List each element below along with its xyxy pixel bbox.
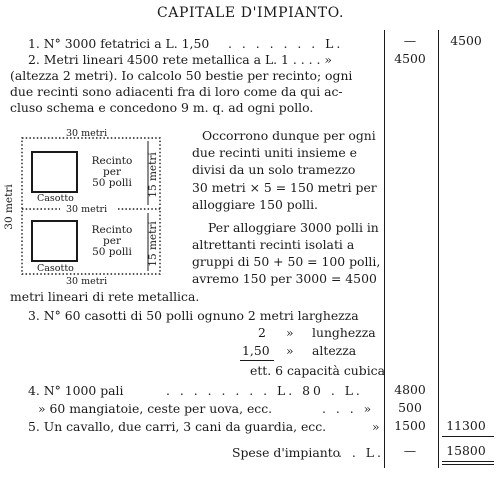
total-col1: — — [403, 443, 417, 458]
item-5-dots: » — [372, 419, 380, 434]
recinto-lower — [84, 225, 140, 258]
item-2-line-3: due recinti sono adiacenti fra di loro come da qui ac- — [10, 84, 343, 99]
item-3-line-2-value: 2 — [258, 325, 266, 340]
item-1-col1: — — [403, 33, 417, 48]
diagram-bottom-label: 30 metri — [66, 276, 108, 287]
item-2-line-2: (altezza 2 metri). Io calcolo 50 bestie per recinto; ogni — [10, 68, 353, 83]
paragraph-1-line-5: alloggiare 150 polli. — [192, 197, 318, 212]
item-2-col1: 4500 — [394, 51, 426, 66]
item-1-col2: 4500 — [450, 33, 482, 48]
recinto-lower-polli: 50 polli — [92, 246, 132, 258]
paragraph-1-line-4: 30 metri × 5 = 150 metri per — [192, 180, 377, 195]
item-2-line-4: cluso schema e concedono 9 m. q. ad ogni pollo. — [10, 100, 314, 115]
paragraph-2-line-4: avremo 150 per 3000 = 4500 — [192, 271, 377, 286]
item-3-multiplication-rule — [240, 360, 274, 361]
item-5-text: 5. Un cavallo, due carri, 3 cani da guardia, ecc. — [28, 419, 327, 434]
paragraph-2-line-1: Per alloggiare 3000 polli in — [208, 220, 379, 235]
item-4-col1: 4800 — [394, 382, 426, 397]
total-dots: . . L. — [338, 445, 384, 460]
recinto-upper-per: per — [103, 166, 121, 178]
item-3-line-4: ett. 6 capacità cubica — [250, 363, 385, 378]
page-title: CAPITALE D'IMPIANTO. — [156, 5, 345, 21]
total-rule-col2-lower-b — [442, 464, 494, 465]
item-5-col1: 1500 — [394, 418, 426, 433]
total-col2: 15800 — [446, 443, 486, 458]
item-3-line-2-label: lunghezza — [312, 325, 376, 340]
item-1-text: 1. N° 3000 fetatrici a L. 1,50 — [28, 36, 210, 51]
total-rule-col2-lower-a — [442, 461, 494, 462]
item-3-line-2-ditto: » — [286, 325, 294, 340]
diagram-right-lower-label: 15 metri — [147, 221, 159, 267]
item-1-dots: . . . . . . . L. — [228, 36, 344, 51]
column-rule-2 — [438, 30, 439, 468]
casotto-label-upper: Casotto — [37, 193, 74, 204]
item-5-col2: 11300 — [446, 418, 486, 433]
item-3-line-3-ditto: » — [286, 343, 294, 358]
item-4b-text: » 60 mangiatoie, ceste per uova, ecc. — [38, 401, 273, 416]
total-rule-col2-upper — [442, 436, 494, 437]
paragraph-1-line-2: due recinti uniti insieme e — [192, 145, 357, 160]
item-3-line-3-value: 1,50 — [242, 343, 270, 358]
paragraph-1-line-1: Occorrono dunque per ogni — [202, 128, 376, 143]
total-label: Spese d'impianto — [232, 445, 341, 460]
paragraph-1-line-3: divisi da un solo tramezzo — [192, 162, 356, 177]
item-4b-dots: . . . » — [322, 401, 375, 416]
recinto-lower-title: Recinto — [91, 224, 133, 236]
recinto-upper — [84, 156, 140, 189]
paragraph-2-line-2: altrettanti recinti isolati a — [192, 237, 355, 252]
item-3-line-3-label: altezza — [312, 343, 357, 358]
item-3-line-1: 3. N° 60 casotti di 50 polli ognuno 2 metri larghezza — [28, 308, 359, 323]
item-4-dots: . . . . . . . . L. 80 . L. — [166, 383, 363, 398]
item-2-line-1: 2. Metri lineari 4500 rete metallica a L. 1 . . . . » — [28, 52, 332, 67]
recinto-lower-per: per — [103, 235, 121, 247]
recinto-upper-polli: 50 polli — [92, 177, 132, 189]
paragraph-2-line-3: gruppi di 50 + 50 = 100 polli, — [192, 254, 381, 269]
diagram-middle-label: 30 metri — [66, 204, 108, 215]
diagram-left-label: 30 metri — [3, 184, 15, 230]
enclosure-diagram — [0, 125, 190, 290]
diagram-right-upper-label: 15 metri — [147, 152, 159, 198]
recinto-upper-title: Recinto — [91, 155, 133, 167]
casotto-label-lower: Casotto — [37, 263, 74, 274]
item-4-text: 4. N° 1000 pali — [28, 383, 124, 398]
paragraph-2-line-5: metri lineari di rete metallica. — [10, 289, 200, 304]
diagram-top-label: 30 metri — [66, 128, 108, 139]
item-4b-col1: 500 — [398, 400, 422, 415]
